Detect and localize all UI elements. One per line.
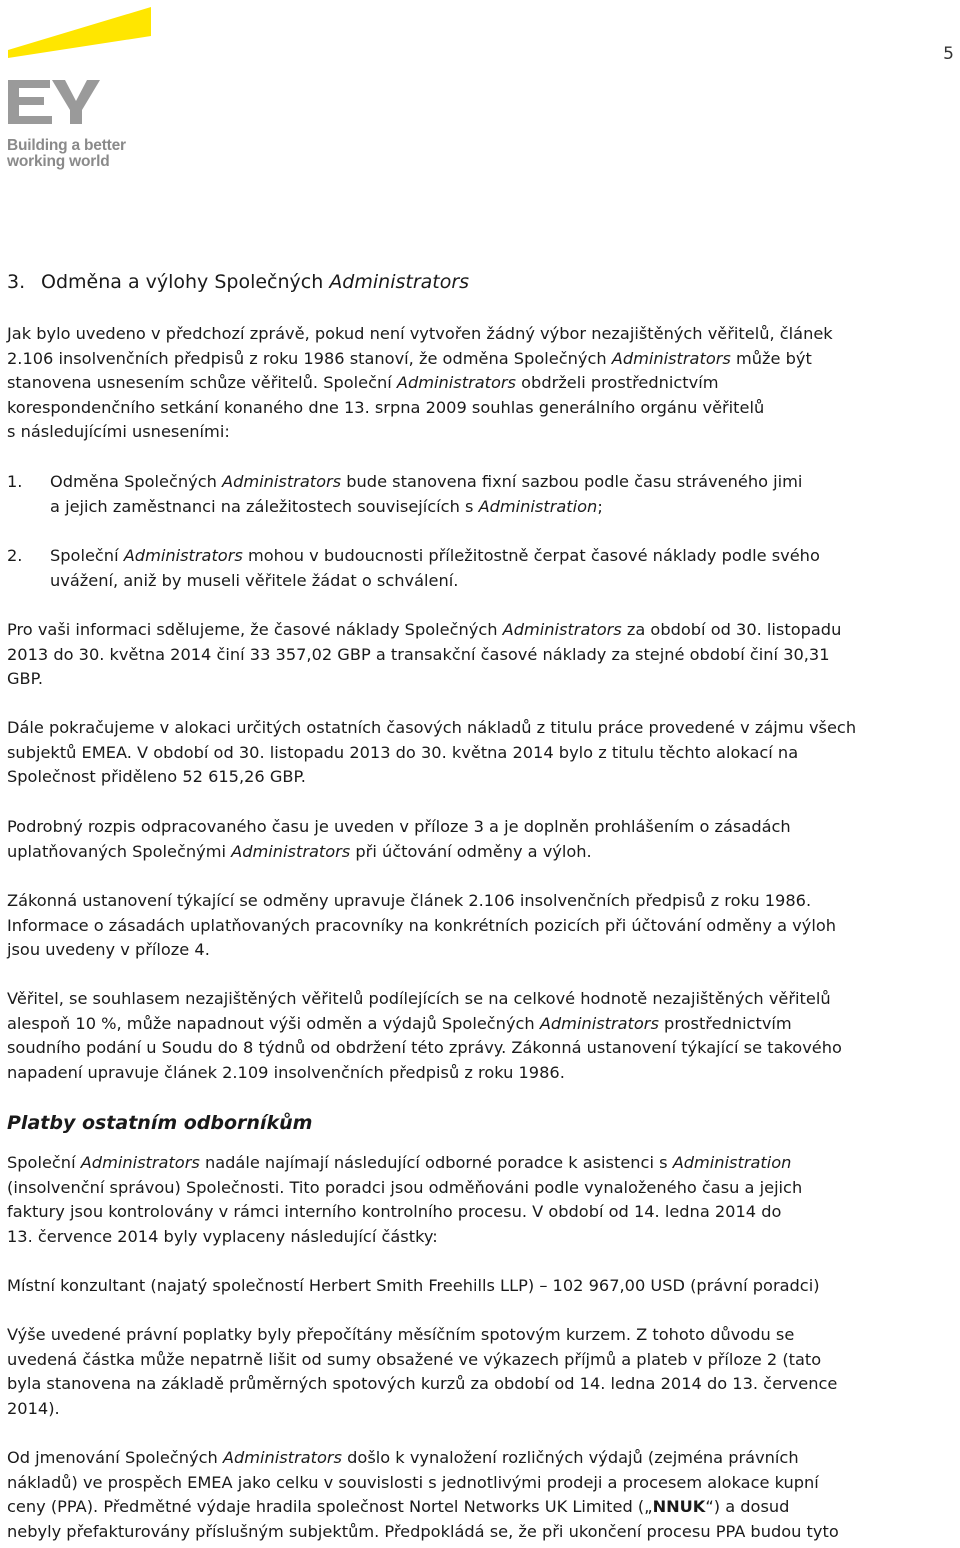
- text-line: Pro vaši informaci sdělujeme, že časové náklady Společných Administrators za období od 30. listopadu: [7, 620, 842, 639]
- text-line: uvedená částka může nepatrně lišit od sumy obsažené ve výkazech příjmů a plateb v příloze 2 (tato: [7, 1349, 822, 1369]
- allocation-paragraph: [7, 716, 959, 790]
- resolution-text: Odměna Společných Administrators bude stanovena fixní sazbou podle času stráveného jimi a jejich zaměstnanci na záležitostech souvisejících s Administration;: [50, 472, 803, 516]
- resolution-text: Společní Administrators mohou v budoucnosti příležitostně čerpat časové náklady podle svého uvážení, aniž by museli věřitele žádat o schválení.: [50, 546, 820, 590]
- advisors-paragraph: [7, 1151, 959, 1249]
- info-paragraph: [7, 618, 959, 692]
- text-line: s následujícími usneseními:: [7, 422, 230, 442]
- text-line: Zákonná ustanovení týkající se odměny upravuje článek 2.106 insolvenčních předpisů z roku 1986.: [7, 891, 812, 910]
- text-line: alespoň 10 %, může napadnout výši odměn a výdajů Společných Administrators prostřednictvím: [7, 1013, 792, 1033]
- text-line: Věřitel, se souhlasem nezajištěných věřitelů podílejících se na celkové hodnotě nezajištěných věřitelů: [7, 989, 831, 1008]
- text-line: nákladů) ve prospěch EMEA jako celku v souvislosti s jednotlivými prodeji a procesem alokace kupní: [7, 1472, 819, 1492]
- fx-paragraph: [7, 1323, 959, 1421]
- text-line: 13. července 2014 byly vyplaceny následující částky:: [7, 1226, 438, 1246]
- resolution-number: 1.: [7, 472, 23, 491]
- text-line: Dále pokračujeme v alokaci určitých ostatních časových nákladů z titulu práce provedené v zájmu všech: [7, 718, 857, 737]
- text-line: Jak bylo uvedeno v předchozí zprávě, pokud není vytvořen žádný výbor nezajištěných věřitelů, článek: [7, 324, 833, 343]
- text-line: nebyly přefakturovány příslušným subjektům. Předpokládá se, že při ukončení procesu PPA budou tyto: [7, 1521, 839, 1541]
- page-number: 5: [943, 44, 954, 64]
- text-line: napadení upravuje článek 2.109 insolvenčních předpisů z roku 1986.: [7, 1062, 565, 1082]
- text-line: Výše uvedené právní poplatky byly přepočítány měsíčním spotovým kurzem. Z tohoto důvodu se: [7, 1325, 795, 1344]
- text-line: faktury jsou kontrolovány v rámci interního kontrolního procesu. V období od 14. ledna 2014 do: [7, 1202, 782, 1222]
- text-line: (insolvenční správou) Společnosti. Tito poradci jsou odměňováni podle vynaloženého času a jejich: [7, 1177, 803, 1197]
- detail-paragraph: [7, 815, 959, 864]
- text-line: Společnost přiděleno 52 615,26 GBP.: [7, 767, 306, 787]
- section-number: 3.: [7, 271, 26, 293]
- text-line: uplatňovaných Společnými Administrators při účtování odměny a výloh.: [7, 841, 592, 861]
- text-line: 2.106 insolvenčních předpisů z roku 1986 stanoví, že odměna Společných Administrators může být: [7, 348, 812, 368]
- appointment-paragraph: [7, 1446, 959, 1544]
- text-line: soudního podání u Soudu do 8 týdnů od obdržení této zprávy. Zákonná ustanovení týkající se takového: [7, 1038, 842, 1058]
- text-line: Informace o zásadách uplatňovaných pracovníky na konkrétních pozicích při účtování odměny a výloh: [7, 915, 836, 935]
- logo-tagline: [7, 138, 126, 170]
- text-line: ceny (PPA). Předmětné výdaje hradila společnost Nortel Networks UK Limited („NNUK“) a dosud: [7, 1497, 790, 1517]
- tagline-line-2: working world: [7, 153, 110, 170]
- text-line: byla stanovena na základě průměrných spotových kurzů za období od 14. ledna 2014 do 13. července: [7, 1374, 838, 1394]
- text-line: korespondenčního setkání konaného dne 13. srpna 2009 souhlas generálního orgánu věřitelů: [7, 397, 765, 417]
- creditor-paragraph: [7, 987, 959, 1085]
- text-line: Od jmenování Společných Administrators došlo k vynaložení rozličných výdajů (zejména právních: [7, 1448, 799, 1467]
- section-title-italic: Administrators: [329, 271, 470, 293]
- resolution-number: 2.: [7, 546, 23, 565]
- text-line: subjektů EMEA. V období od 30. listopadu 2013 do 30. května 2014 bylo z titulu těchto alokací na: [7, 742, 799, 762]
- text-line: Místní konzultant (najatý společností Herbert Smith Freehills LLP) – 102 967,00 USD (právní poradci): [7, 1276, 820, 1295]
- consultant-paragraph: [7, 1274, 959, 1299]
- text-line: 2014).: [7, 1398, 60, 1418]
- section-heading: [7, 270, 469, 295]
- tagline-line-1: Building a better: [7, 137, 126, 154]
- text-line: 2013 do 30. května 2014 činí 33 357,02 GBP a transakční časové náklady za stejné období činí 30,31: [7, 644, 830, 664]
- ey-beam-icon: [6, 4, 156, 134]
- intro-paragraph: [7, 322, 959, 445]
- text-line: stanovena usnesením schůze věřitelů. Společní Administrators obdrželi prostřednictvím: [7, 373, 719, 393]
- text-line: Společní Administrators nadále najímají následující odborné poradce k asistenci s Administration: [7, 1153, 792, 1172]
- text-line: Podrobný rozpis odpracovaného času je uveden v příloze 3 a je doplněn prohlášením o zásadách: [7, 817, 791, 836]
- subsection-heading: Platby ostatním odborníkům: [7, 1112, 313, 1134]
- legal-paragraph: [7, 889, 959, 963]
- ey-logo: [6, 4, 156, 174]
- section-title: Odměna a výlohy Společných: [41, 271, 330, 293]
- text-line: jsou uvedeny v příloze 4.: [7, 940, 210, 960]
- text-line: GBP.: [7, 669, 44, 689]
